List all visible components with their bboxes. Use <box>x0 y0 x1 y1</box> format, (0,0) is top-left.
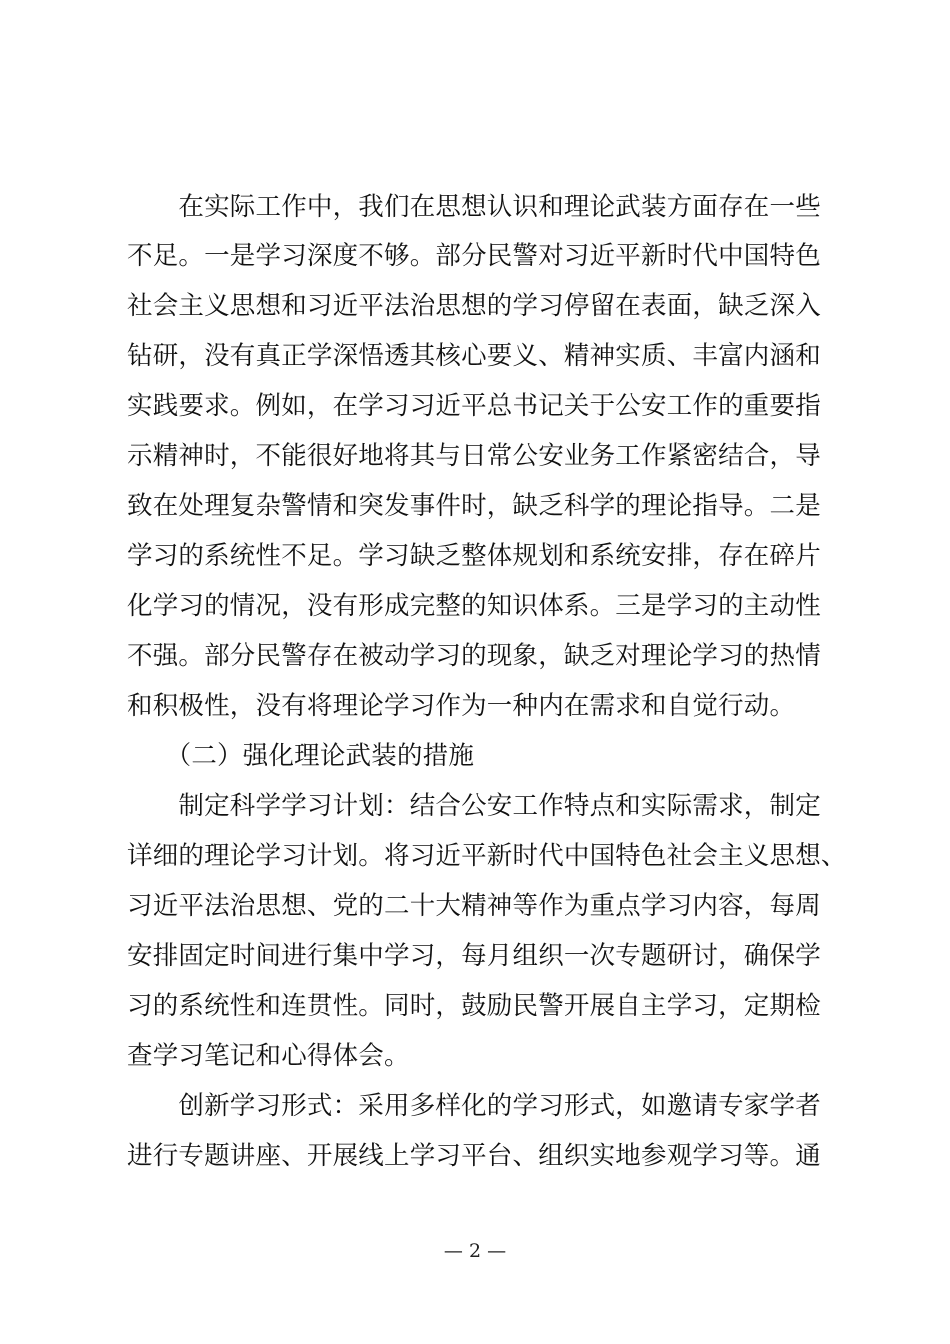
text-line: 社会主义思想和习近平法治思想的学习停留在表面，缺乏深入 <box>127 291 821 321</box>
text-line: 创新学习形式：采用多样化的学习形式，如邀请专家学者 <box>127 1091 821 1121</box>
text-line: 示精神时，不能很好地将其与日常公安业务工作紧密结合，导 <box>127 441 821 471</box>
text-line: 钻研，没有真正学深悟透其核心要义、精神实质、丰富内涵和 <box>127 341 821 371</box>
text-line: 进行专题讲座、开展线上学习平台、组织实地参观学习等。通 <box>127 1141 821 1171</box>
text-line: 学习的系统性不足。学习缺乏整体规划和系统安排，存在碎片 <box>127 541 821 571</box>
text-line: 习的系统性和连贯性。同时，鼓励民警开展自主学习，定期检 <box>127 991 821 1021</box>
text-line: 习近平法治思想、党的二十大精神等作为重点学习内容，每周 <box>127 891 821 921</box>
text-line: 化学习的情况，没有形成完整的知识体系。三是学习的主动性 <box>127 591 821 621</box>
text-line: 致在处理复杂警情和突发事件时，缺乏科学的理论指导。二是 <box>127 491 821 521</box>
text-line: 制定科学学习计划：结合公安工作特点和实际需求，制定 <box>127 791 821 821</box>
text-line: 查学习笔记和心得体会。 <box>127 1041 410 1071</box>
text-line: 实践要求。例如，在学习习近平总书记关于公安工作的重要指 <box>127 391 821 421</box>
text-line: 不足。一是学习深度不够。部分民警对习近平新时代中国特色 <box>127 241 821 271</box>
text-line: 在实际工作中，我们在思想认识和理论武装方面存在一些 <box>127 192 821 222</box>
text-line: 安排固定时间进行集中学习，每月组织一次专题研讨，确保学 <box>127 941 821 971</box>
section-heading: （二）强化理论武装的措施 <box>127 741 475 771</box>
text-line: 详细的理论学习计划。将习近平新时代中国特色社会主义思想、 <box>127 841 847 871</box>
page-number: — 2 — <box>443 1240 507 1262</box>
text-line: 不强。部分民警存在被动学习的现象，缺乏对理论学习的热情 <box>127 641 821 671</box>
text-line: 和积极性，没有将理论学习作为一种内在需求和自觉行动。 <box>127 691 796 721</box>
